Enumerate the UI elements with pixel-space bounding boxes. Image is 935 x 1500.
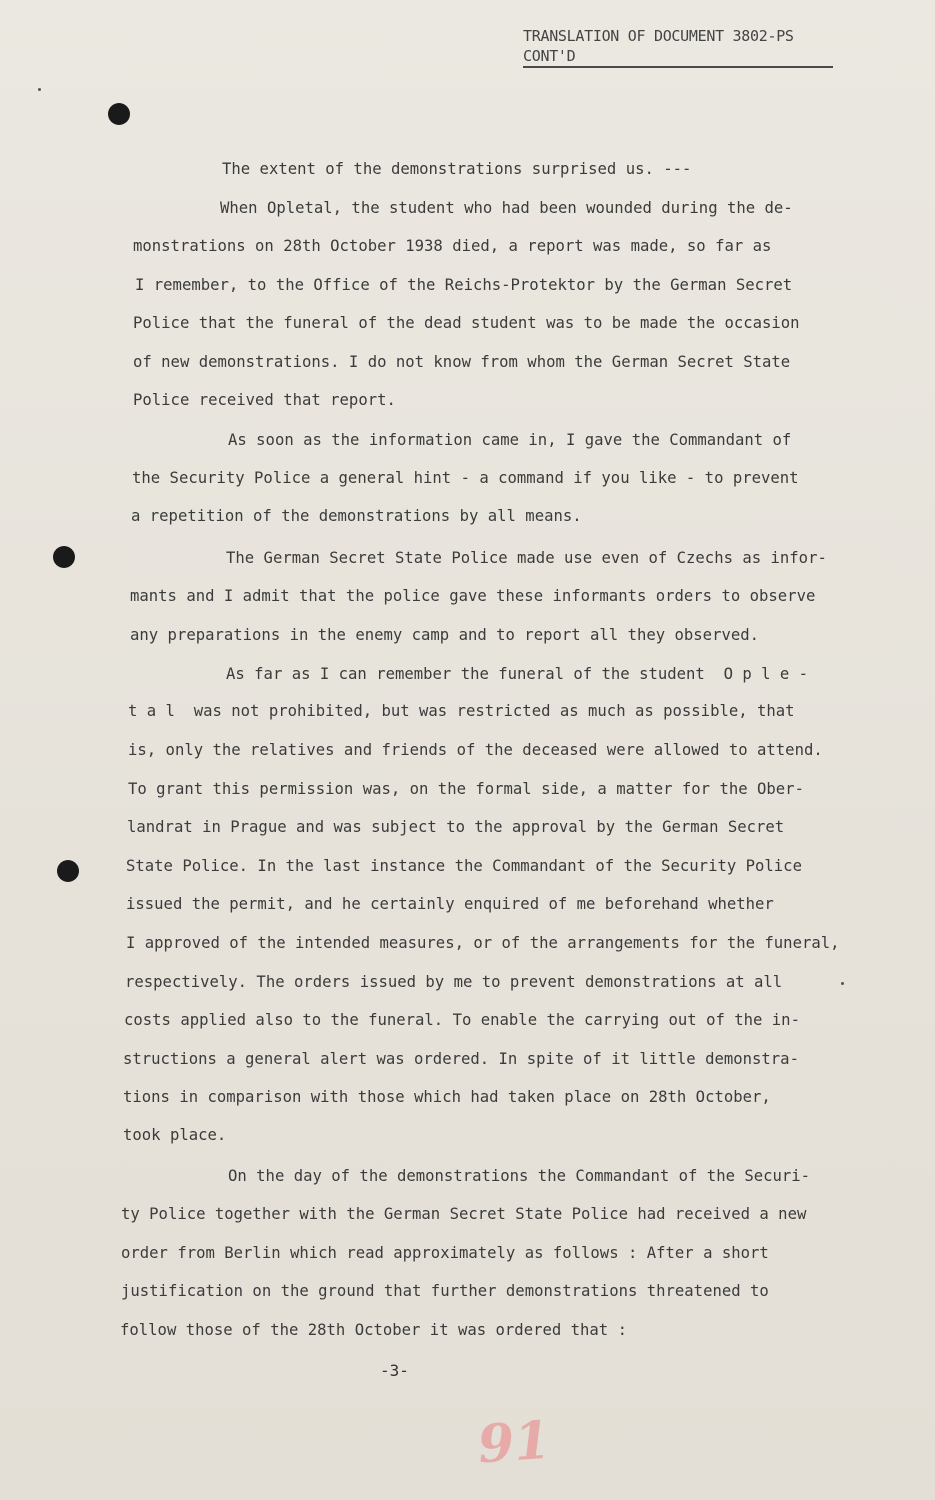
text-line: t a l was not prohibited, but was restricted as much as possible, that [128,702,795,720]
text-line: The German Secret State Police made use even of Czechs as infor- [226,549,827,567]
text-line: a repetition of the demonstrations by all means. [131,507,582,525]
text-line: When Opletal, the student who had been wounded during the de- [220,199,793,217]
text-line: order from Berlin which read approximately as follows : After a short [121,1244,769,1262]
text-line: I approved of the intended measures, or of the arrangements for the funeral, [126,934,840,952]
text-line: issued the permit, and he certainly enquired of me beforehand whether [126,895,774,913]
text-line: monstrations on 28th October 1938 died, a report was made, so far as [133,237,772,255]
text-line: Police that the funeral of the dead student was to be made the occasion [133,314,800,332]
text-line: I remember, to the Office of the Reichs-Protektor by the German Secret [135,276,793,294]
page-number: -3- [380,1361,409,1380]
header-rule [523,66,833,68]
text-line: justification on the ground that further demonstrations threatened to [121,1282,769,1300]
text-line: As soon as the information came in, I gave the Commandant of [228,431,792,449]
text-line: of new demonstrations. I do not know from whom the German Secret State [133,353,791,371]
speck [841,982,844,985]
text-line: mants and I admit that the police gave these informants orders to observe [130,587,816,605]
punch-hole-top [108,103,130,125]
document-header [523,26,833,66]
punch-hole-lower [57,860,79,882]
archive-stamp-number: 91 [475,1409,553,1476]
text-line: ty Police together with the German Secret State Police had received a new [121,1205,807,1223]
punch-hole-middle [53,546,75,568]
text-line: follow those of the 28th October it was ordered that : [120,1321,627,1339]
text-line: respectively. The orders issued by me to prevent demonstrations at all [125,973,783,991]
text-line: structions a general alert was ordered. In spite of it little demonstra- [123,1050,799,1068]
speck [38,88,41,91]
text-line: costs applied also to the funeral. To enable the carrying out of the in- [124,1011,800,1029]
text-line: took place. [123,1126,227,1144]
text-line: The extent of the demonstrations surprised us. --- [222,160,692,178]
text-line: any preparations in the enemy camp and to report all they observed. [130,626,760,644]
text-line: landrat in Prague and was subject to the approval by the German Secret [127,818,785,836]
text-line: State Police. In the last instance the Commandant of the Security Police [126,857,802,875]
header-title: TRANSLATION OF DOCUMENT 3802-PS [523,27,794,45]
text-line: Police received that report. [133,391,396,409]
text-line: the Security Police a general hint - a command if you like - to prevent [132,469,799,487]
text-line: is, only the relatives and friends of the deceased were allowed to attend. [128,741,823,759]
header-continued: CONT'D [523,47,576,65]
text-line: On the day of the demonstrations the Commandant of the Securi- [228,1167,811,1185]
text-line: To grant this permission was, on the formal side, a matter for the Ober- [128,780,804,798]
text-line: tions in comparison with those which had taken place on 28th October, [123,1088,771,1106]
text-line: As far as I can remember the funeral of the student O p l e - [226,665,809,683]
